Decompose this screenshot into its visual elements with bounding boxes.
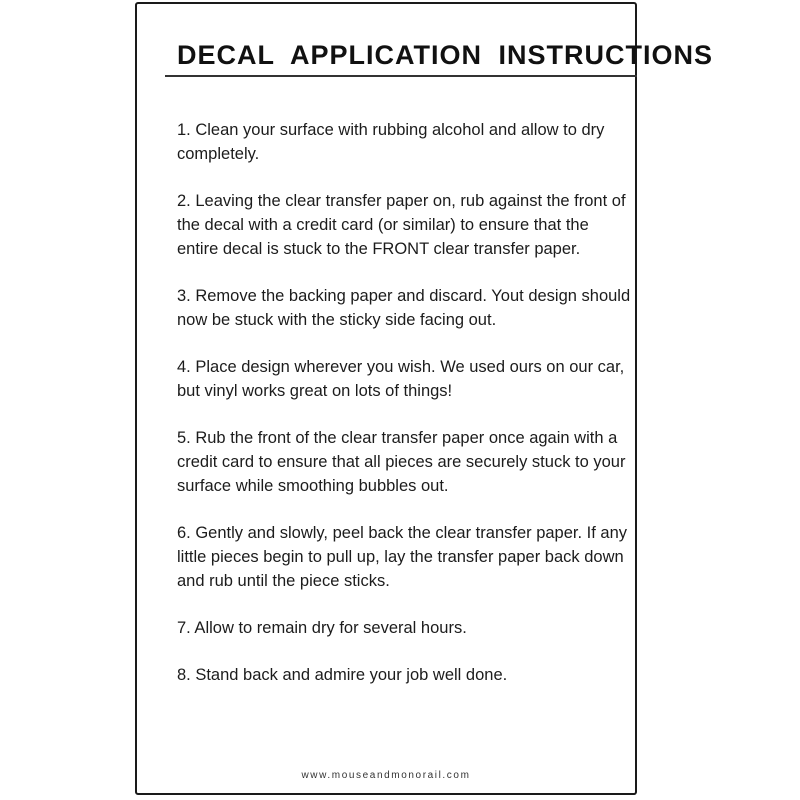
step-5: 5. Rub the front of the clear transfer paper once again with a credit card to ensure that all pieces are securely stuck to your surface while smoothing bubbles out. (177, 429, 626, 495)
instruction-card (135, 2, 714, 795)
title-divider (165, 75, 637, 77)
step-3: 3. Remove the backing paper and discard. Yout design should now be stuck with the sticky side facing out. (177, 287, 631, 329)
step-6: 6. Gently and slowly, peel back the clear transfer paper. If any little pieces begin to pull up, lay the transfer paper back down and rub until the piece sticks. (177, 524, 628, 590)
step-8: 8. Stand back and admire your job well done. (177, 666, 508, 684)
step-2: 2. Leaving the clear transfer paper on, rub against the front of the decal with a credit card (or similar) to ensure that the entire decal is stuck to the FRONT clear transfer paper. (177, 192, 626, 258)
step-4: 4. Place design wherever you wish. We used ours on our car, but vinyl works great on lots of things! (177, 358, 625, 400)
website-footer: www.mouseandmonorail.com (301, 770, 471, 781)
step-7: 7. Allow to remain dry for several hours. (177, 619, 467, 637)
instruction-steps (177, 118, 632, 710)
step-1: 1. Clean your surface with rubbing alcohol and allow to dry completely. (177, 121, 605, 163)
page-title: DECAL APPLICATION INSTRUCTIONS (177, 40, 714, 70)
